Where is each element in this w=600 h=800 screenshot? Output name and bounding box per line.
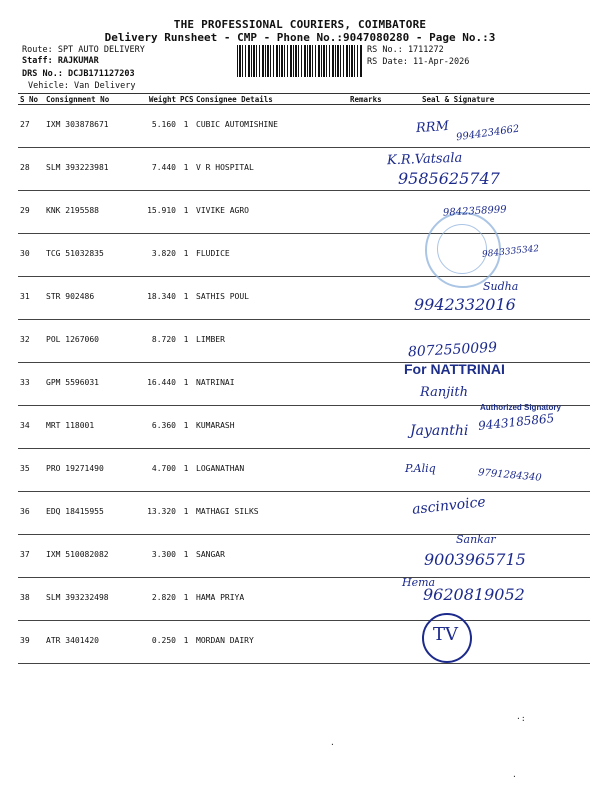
cell-remarks	[348, 320, 392, 363]
cell-consignment: TCG 51032835	[44, 234, 130, 277]
cell-consignment: SLM 393223981	[44, 148, 130, 191]
runsheet-subtitle: Delivery Runsheet - CMP - Phone No.:9047080280 - Page No.:3	[104, 31, 496, 44]
cell-consignee: MATHAGI SILKS	[194, 492, 348, 535]
cell-consignee: KUMARASH	[194, 406, 348, 449]
sig-39-mark: TV	[433, 624, 459, 645]
cell-seal	[392, 148, 590, 191]
sig-37-phone: 9003965715	[424, 550, 526, 569]
cell-remarks	[348, 449, 392, 492]
cell-seal	[392, 535, 590, 578]
table-row	[18, 148, 590, 191]
vehicle-label: Vehicle: Van Delivery	[28, 81, 136, 91]
cell-consignment: MRT 118001	[44, 406, 130, 449]
col-consignee: Consignee Details	[194, 94, 348, 105]
cell-consignee: LOGANATHAN	[194, 449, 348, 492]
cell-weight: 7.440	[130, 148, 178, 191]
cell-remarks	[348, 492, 392, 535]
sig-31-name: Sudha	[483, 280, 519, 293]
col-consignment: Consignment No	[44, 94, 130, 105]
cell-pcs: 1	[178, 363, 194, 406]
cell-sno: 32	[18, 320, 44, 363]
cell-weight: 8.720	[130, 320, 178, 363]
ink-speck: ·	[330, 740, 335, 749]
cell-consignment: GPM 5596031	[44, 363, 130, 406]
cell-remarks	[348, 277, 392, 320]
sig-39-circle	[422, 613, 472, 663]
cell-seal	[392, 320, 590, 363]
cell-remarks	[348, 234, 392, 277]
cell-weight: 13.320	[130, 492, 178, 535]
cell-weight: 4.700	[130, 449, 178, 492]
cell-consignee: SANGAR	[194, 535, 348, 578]
cell-remarks	[348, 406, 392, 449]
staff-label: Staff: RAJKUMAR	[22, 56, 99, 66]
table-row	[18, 492, 590, 535]
cell-remarks	[348, 363, 392, 406]
cell-seal	[392, 277, 590, 320]
table-row	[18, 277, 590, 320]
sig-29-phone: 9842358999	[442, 204, 507, 219]
sig-35-name: P.Aliq	[405, 462, 436, 475]
sig-34-phone: 9443185865	[477, 411, 555, 433]
cell-consignment: ATR 3401420	[44, 621, 130, 664]
table-row	[18, 578, 590, 621]
cell-weight: 3.300	[130, 535, 178, 578]
sig-36-text: ascinvoice	[411, 494, 487, 518]
cell-consignment: EDQ 18415955	[44, 492, 130, 535]
cell-consignee: MORDAN DAIRY	[194, 621, 348, 664]
rs-number: RS No.: 1711272	[367, 45, 444, 55]
sig-32-phone: 8072550099	[407, 339, 498, 361]
col-sno: S No	[18, 94, 44, 105]
cell-consignment: KNK 2195588	[44, 191, 130, 234]
sig-31-phone: 9942332016	[414, 295, 516, 314]
cell-remarks	[348, 535, 392, 578]
cell-remarks	[348, 621, 392, 664]
table-row	[18, 621, 590, 664]
cell-consignment: IXM 303878671	[44, 105, 130, 148]
cell-sno: 37	[18, 535, 44, 578]
table-row	[18, 234, 590, 277]
cell-weight: 15.910	[130, 191, 178, 234]
table-row	[18, 105, 590, 148]
sig-38-name: Hema	[402, 576, 436, 589]
cell-remarks	[348, 191, 392, 234]
cell-consignee: SATHIS POUL	[194, 277, 348, 320]
sig-28-phone: 9585625747	[398, 169, 500, 188]
cell-consignment: PRO 19271490	[44, 449, 130, 492]
cell-pcs: 1	[178, 578, 194, 621]
company-title: THE PROFESSIONAL COURIERS, COIMBATORE	[173, 18, 427, 31]
cell-pcs: 1	[178, 191, 194, 234]
sig-38-phone: 9620819052	[423, 585, 525, 604]
sig-35-phone: 9791284340	[477, 467, 542, 484]
cell-weight: 0.250	[130, 621, 178, 664]
cell-remarks	[348, 148, 392, 191]
cell-sno: 33	[18, 363, 44, 406]
cell-weight: 3.820	[130, 234, 178, 277]
cell-consignee: V R HOSPITAL	[194, 148, 348, 191]
cell-consignee: HAMA PRIYA	[194, 578, 348, 621]
cell-consignment: SLM 393232498	[44, 578, 130, 621]
sig-27-name: RRM	[415, 118, 450, 137]
cell-sno: 28	[18, 148, 44, 191]
ink-speck: ·:	[516, 714, 526, 723]
round-seal-inner	[437, 224, 487, 274]
table-row	[18, 535, 590, 578]
col-remarks: Remarks	[348, 94, 392, 105]
cell-consignee: FLUDICE	[194, 234, 348, 277]
cell-weight: 5.160	[130, 105, 178, 148]
cell-weight: 18.340	[130, 277, 178, 320]
table-row	[18, 449, 590, 492]
cell-consignment: POL 1267060	[44, 320, 130, 363]
cell-sno: 35	[18, 449, 44, 492]
cell-seal	[392, 449, 590, 492]
cell-pcs: 1	[178, 234, 194, 277]
cell-remarks	[348, 105, 392, 148]
table-row	[18, 320, 590, 363]
cell-pcs: 1	[178, 449, 194, 492]
barcode	[237, 45, 363, 77]
cell-weight: 16.440	[130, 363, 178, 406]
cell-consignment: IXM 510082082	[44, 535, 130, 578]
rs-date: RS Date: 11-Apr-2026	[367, 57, 470, 67]
cell-consignment: STR 902486	[44, 277, 130, 320]
cell-consignee: LIMBER	[194, 320, 348, 363]
cell-pcs: 1	[178, 320, 194, 363]
cell-weight: 6.360	[130, 406, 178, 449]
cell-sno: 38	[18, 578, 44, 621]
nattrinai-stamp: For NATTRINAI	[404, 361, 505, 377]
cell-consignee: NATRINAI	[194, 363, 348, 406]
cell-seal	[392, 578, 590, 621]
cell-pcs: 1	[178, 406, 194, 449]
cell-seal	[392, 492, 590, 535]
sig-33-name: Ranjith	[420, 385, 468, 400]
cell-sno: 34	[18, 406, 44, 449]
cell-pcs: 1	[178, 277, 194, 320]
cell-sno: 30	[18, 234, 44, 277]
cell-seal	[392, 105, 590, 148]
cell-pcs: 1	[178, 105, 194, 148]
col-pcs: PCS	[180, 94, 194, 104]
cell-sno: 39	[18, 621, 44, 664]
table-header-row	[18, 94, 590, 105]
cell-pcs: 1	[178, 535, 194, 578]
sig-30-phone: 9843335342	[481, 244, 540, 260]
route-label: Route: SPT AUTO DELIVERY	[22, 45, 145, 55]
sig-34-name: Jayanthi	[410, 423, 469, 439]
col-weight: Weight	[130, 94, 178, 105]
sig-27-phone: 9944234662	[455, 123, 521, 144]
authorized-signatory-stamp: Authorized Signatory	[480, 403, 561, 412]
cell-sno: 36	[18, 492, 44, 535]
cell-consignee: CUBIC AUTOMISHINE	[194, 105, 348, 148]
drs-number: DRS No.: DCJB171127203	[22, 69, 135, 79]
cell-weight: 2.820	[130, 578, 178, 621]
cell-remarks	[348, 578, 392, 621]
cell-consignee: VIVIKE AGRO	[194, 191, 348, 234]
sig-37-name: Sankar	[456, 533, 496, 546]
cell-pcs: 1	[178, 621, 194, 664]
table-row	[18, 191, 590, 234]
col-seal: Seal & Signature	[392, 94, 590, 105]
cell-sno: 29	[18, 191, 44, 234]
cell-pcs: 1	[178, 148, 194, 191]
cell-pcs: 1	[178, 492, 194, 535]
runsheet-table	[18, 93, 590, 664]
cell-sno: 31	[18, 277, 44, 320]
ink-speck: ·	[512, 772, 517, 781]
sig-28-name: K.R.Vatsala	[386, 150, 463, 169]
cell-sno: 27	[18, 105, 44, 148]
